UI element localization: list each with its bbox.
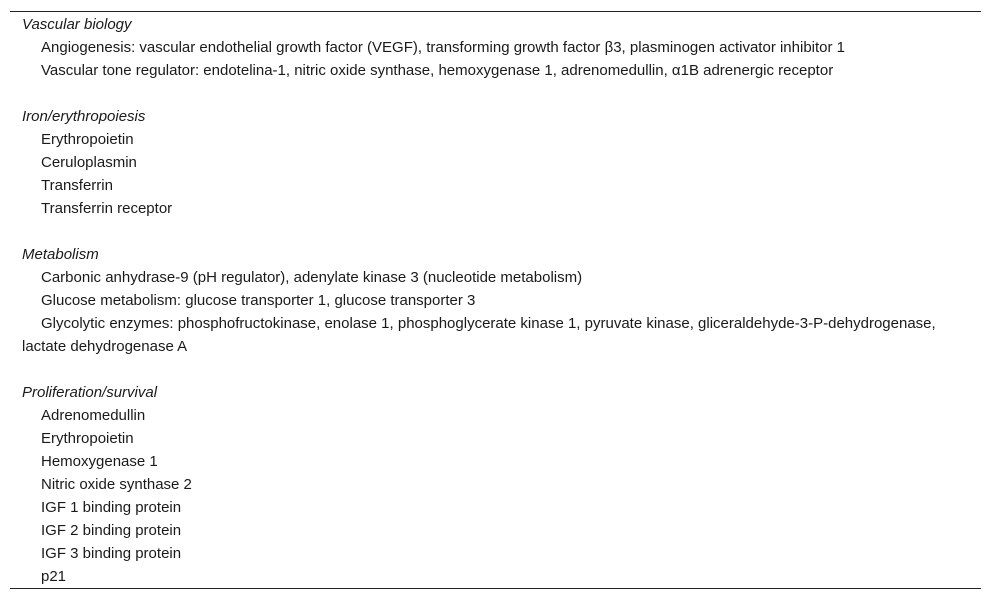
list-item: Glucose metabolism: glucose transporter 1, glucose transporter 3 — [41, 292, 476, 309]
section-spacer — [22, 220, 969, 243]
table-body — [10, 12, 981, 588]
list-item: Transferrin receptor — [41, 200, 173, 217]
list-item: Transferrin — [41, 177, 113, 194]
list-item: Angiogenesis: vascular endothelial growth factor (VEGF), transforming growth factor β3, plasminogen activator inhibitor 1 — [41, 39, 846, 56]
list-item: Vascular tone regulator: endotelina-1, nitric oxide synthase, hemoxygenase 1, adrenomedullin, α1B adrenergic receptor — [41, 62, 834, 79]
list-item: Ceruloplasmin — [41, 154, 137, 171]
section-spacer — [22, 358, 969, 381]
list-item: IGF 1 binding protein — [41, 499, 182, 516]
list-item: IGF 3 binding protein — [41, 545, 182, 562]
section-heading-proliferation-survival: Proliferation/survival — [22, 384, 158, 401]
list-item: IGF 2 binding protein — [41, 522, 182, 539]
list-item: Adrenomedullin — [41, 407, 146, 424]
list-item: p21 — [41, 568, 67, 585]
list-item: Carbonic anhydrase-9 (pH regulator), adenylate kinase 3 (nucleotide metabolism) — [41, 269, 583, 286]
section-heading-metabolism: Metabolism — [22, 246, 99, 263]
list-item: Erythropoietin — [41, 430, 134, 447]
hypoxia-genes-table — [10, 11, 981, 589]
section-heading-vascular-biology: Vascular biology — [22, 16, 132, 33]
list-item: Hemoxygenase 1 — [41, 453, 158, 470]
section-spacer — [22, 82, 969, 105]
list-item: Erythropoietin — [41, 131, 134, 148]
section-heading-iron-erythropoiesis: Iron/erythropoiesis — [22, 108, 146, 125]
list-item: Glycolytic enzymes: phosphofructokinase, enolase 1, phosphoglycerate kinase 1, pyruvate kinase, gliceraldehyde-3-P-dehydrogenase, lactate dehydrogenase A — [22, 315, 936, 355]
list-item: Nitric oxide synthase 2 — [41, 476, 192, 493]
